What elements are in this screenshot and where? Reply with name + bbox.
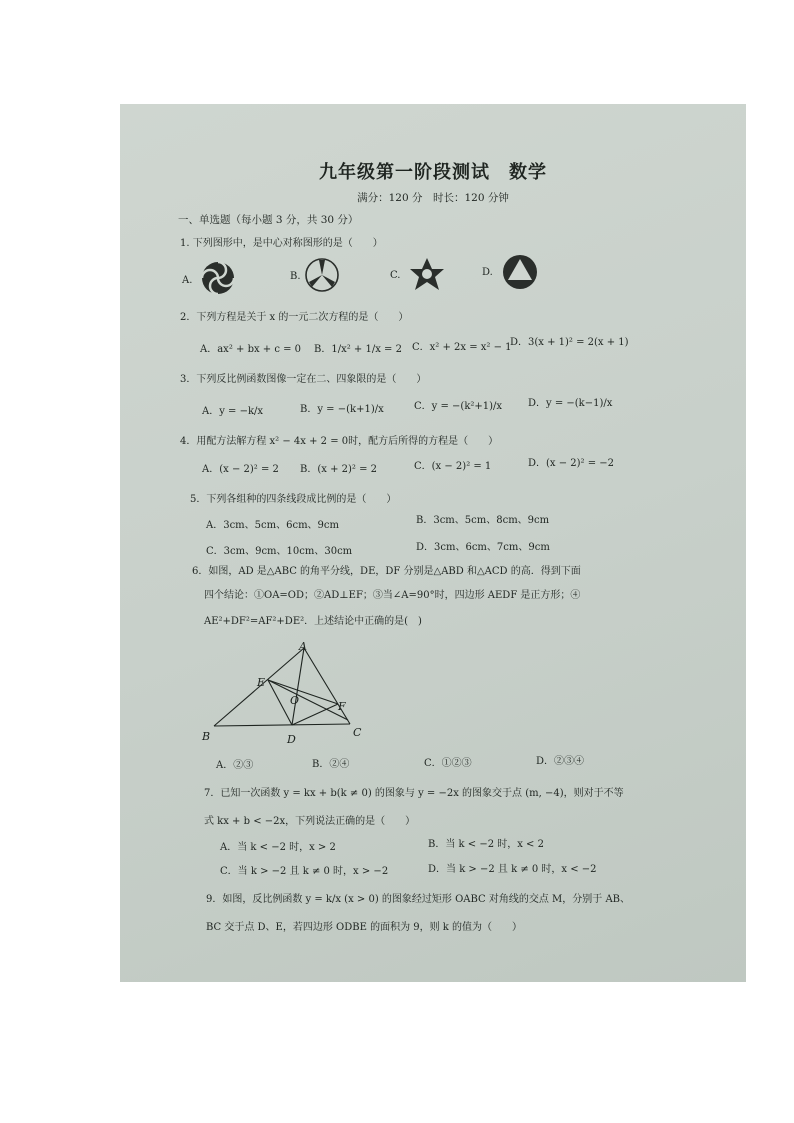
q3-option-b: B．y = −(k+1)/x: [300, 404, 384, 415]
exam-paper: [120, 104, 746, 982]
q2-option-a: A．ax² + bx + c = 0: [200, 344, 302, 355]
q7-option-c: C．当 k > −2 且 k ≠ 0 时，x > −2: [220, 866, 389, 877]
q4-option-b: B．(x + 2)² = 2: [300, 464, 377, 475]
q5-option-b: B．3cm、5cm、8cm、9cm: [416, 515, 550, 526]
yin-yang-like-icon: [200, 260, 236, 296]
question-5-stem: 5．下列各组种的四条线段成比例的是（ ）: [190, 494, 397, 505]
question-9-line-1: 9．如图，反比例函数 y = k/x (x > 0) 的图象经过矩形 OABC 对角线的交点 M，分别于 AB、: [206, 894, 631, 905]
exam-info: 满分：120 分 时长：120 分钟: [357, 192, 509, 204]
q1-option-b: B.: [290, 271, 301, 282]
q2-option-d: D．3(x + 1)² = 2(x + 1): [510, 337, 629, 348]
question-3-stem: 3．下列反比例函数图像一定在二、四象限的是（ ）: [180, 374, 427, 385]
vertex-a-label: A: [299, 640, 307, 653]
q7-option-b: B．当 k < −2 时，x < 2: [428, 839, 544, 850]
circle-triangle-icon: [501, 253, 539, 291]
q6-option-d: D．②③④: [536, 756, 585, 767]
flower-star-icon: [406, 254, 448, 296]
vertex-b-label: B: [202, 730, 211, 743]
triangle-figure: [198, 640, 378, 746]
vertex-f-label: F: [338, 700, 346, 713]
q6-option-a: A．②③: [216, 760, 254, 771]
q3-option-a: A．y = −k/x: [202, 406, 264, 417]
q4-option-c: C．(x − 2)² = 1: [414, 461, 492, 472]
q5-option-d: D．3cm、6cm、7cm、9cm: [416, 542, 550, 553]
q4-option-a: A．(x − 2)² = 2: [202, 464, 279, 475]
q6-option-c: C．①②③: [424, 758, 472, 769]
vertex-c-label: C: [353, 726, 362, 739]
q5-option-a: A．3cm、5cm、6cm、9cm: [206, 520, 340, 531]
point-o-label: O: [290, 694, 300, 707]
q7-option-d: D．当 k > −2 且 k ≠ 0 时，x < −2: [428, 864, 597, 875]
q3-option-c: C．y = −(k²+1)/x: [414, 401, 503, 412]
question-6-line-3: AE²+DF²=AF²+DE²．上述结论中正确的是( ): [204, 616, 422, 627]
q1-option-d: D.: [482, 267, 493, 278]
section-heading: 一、单选题（每小题 3 分，共 30 分）: [178, 214, 359, 226]
q1-option-a: A.: [182, 275, 193, 286]
question-2-stem: 2．下列方程是关于 x 的一元二次方程的是（ ）: [180, 312, 409, 323]
vertex-e-label: E: [257, 676, 266, 689]
q3-option-d: D．y = −(k−1)/x: [528, 398, 613, 409]
q7-option-a: A．当 k < −2 时，x > 2: [220, 842, 336, 853]
q5-option-c: C．3cm、9cm、10cm、30cm: [206, 546, 353, 557]
q1-option-c: C.: [390, 270, 401, 281]
question-6-line-2: 四个结论：①OA=OD；②AD⊥EF；③当∠A=90°时，四边形 AEDF 是正方形；④: [204, 590, 581, 601]
question-1-stem: 1. 下列图形中，是中心对称图形的是（ ）: [180, 238, 383, 249]
q2-option-c: C．x² + 2x = x² − 1: [412, 342, 512, 353]
question-7-line-2: 式 kx + b < −2x，下列说法正确的是（ ）: [204, 816, 416, 827]
question-6-line-1: 6．如图，AD 是△ABC 的角平分线，DE，DF 分别是△ABD 和△ACD 的高．得到下面: [192, 566, 581, 577]
question-4-stem: 4．用配方法解方程 x² − 4x + 2 = 0时，配方后所得的方程是（ ）: [180, 436, 499, 447]
q2-option-b: B．1/x² + 1/x = 2: [314, 344, 402, 355]
question-7-line-1: 7．已知一次函数 y = kx + b(k ≠ 0) 的图象与 y = −2x 的图象交于点 (m, −4)，则对于不等: [204, 788, 624, 799]
question-9-line-2: BC 交于点 D、E，若四边形 ODBE 的面积为 9，则 k 的值为（ ）: [206, 922, 523, 933]
mercedes-like-icon: [303, 256, 341, 294]
vertex-d-label: D: [287, 733, 296, 746]
q6-option-b: B．②④: [312, 759, 350, 770]
page-title: 九年级第一阶段测试 数学: [319, 162, 547, 183]
q4-option-d: D．(x − 2)² = −2: [528, 458, 615, 469]
